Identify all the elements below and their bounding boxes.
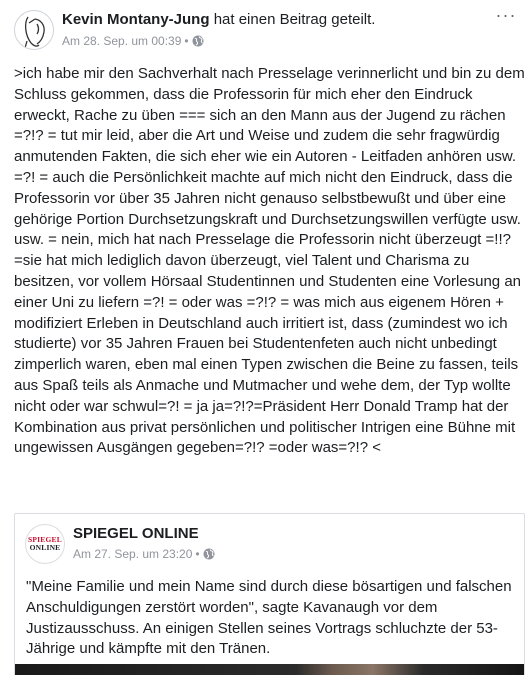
shared-timestamp[interactable]: Am 27. Sep. um 23:20: [73, 547, 193, 561]
shared-post-card[interactable]: [14, 513, 525, 675]
author-line: [62, 11, 375, 28]
author-avatar[interactable]: [14, 10, 54, 50]
post-meta: [62, 34, 204, 48]
post-header: [0, 0, 530, 60]
shared-post-text: "Meine Familie und mein Name sind durch diese bösartigen und falschen Anschuldigungen zerstört worden", sagte Kavanaugh vor dem Justizausschuss. An einigen Stellen seines Vortrags schluchzte der 53-Jährige und kämpfte mit den Tränen.: [26, 578, 512, 658]
shared-post-image[interactable]: [15, 664, 525, 675]
meta-separator: •: [184, 34, 189, 48]
avatar-sketch-icon: [15, 11, 54, 50]
logo-line-2: ONLINE: [29, 543, 61, 552]
spiegel-logo: [28, 536, 62, 552]
shared-page-name[interactable]: SPIEGEL ONLINE: [73, 525, 199, 542]
shared-meta: [73, 547, 215, 561]
globe-icon[interactable]: [192, 35, 204, 47]
shared-meta-separator: •: [195, 547, 200, 561]
spiegel-online-avatar[interactable]: [25, 524, 65, 564]
more-options-button[interactable]: ···: [495, 5, 517, 25]
post-timestamp[interactable]: Am 28. Sep. um 00:39: [62, 34, 182, 48]
logo-line-1: SPIEGEL: [28, 535, 62, 544]
globe-icon[interactable]: [203, 548, 215, 560]
post-action-text: hat einen Beitrag geteilt.: [213, 11, 376, 28]
author-name[interactable]: Kevin Montany-Jung: [62, 11, 210, 28]
post-body-text: >ich habe mir den Sachverhalt nach Presselage verinnerlicht und bin zu dem Schluss gekommen, dass die Professorin für mich eher den Eindruck erweckt, Rache zu üben === sich an den Mann aus der Jugend zu rächen =?!? = tut mir leid, aber die Art und Weise und zudem die sehr fragwürdig anmutenden Fakten, die sich eher wie ein Autoren - Leitfaden anhören usw. =?! = auch die Persönlichkeit machte auf mich nicht den Eindruck, dass die Professorin vor über 35 Jahren nicht genauso selbstbewußt und über eine gehörige Portion Durchsetzungskraft und Durchsetzungswillen verfügte usw. usw. = nein, mich hat nach Presselage die Professorin nicht überzeugt =!!? =sie hat mich lediglich davon überzeugt, viel Talent und Charisma zu besitzen, vor vollem Hörsaal Studentinnen und Studenten eine Vorlesung an einer Uni zu liefern =?! = oder was =?!? = was mich aus eigenem Hören + modifiziert Erleben in Deutschland auch irritiert ist, dass (zumindest wo ich studierte) vor 35 Jahren Frauen bei Studentenfeten auch nicht unbedingt zimperlich waren, eben mal einen Typen zwischen die Beine zu fassen, teils aus Spaß teils als Anmache und Mutmacher und wehe dem, der Typ wollte nicht oder war schwul=?! = ja ja=?!?=Präsident Herr Donald Tramp hat der Kombination aus privat persönlichen und politischer Intrigen eine Bühne mit ungewissen Ausgängen gegeben=?!? =oder was=?!? <: [14, 65, 525, 457]
